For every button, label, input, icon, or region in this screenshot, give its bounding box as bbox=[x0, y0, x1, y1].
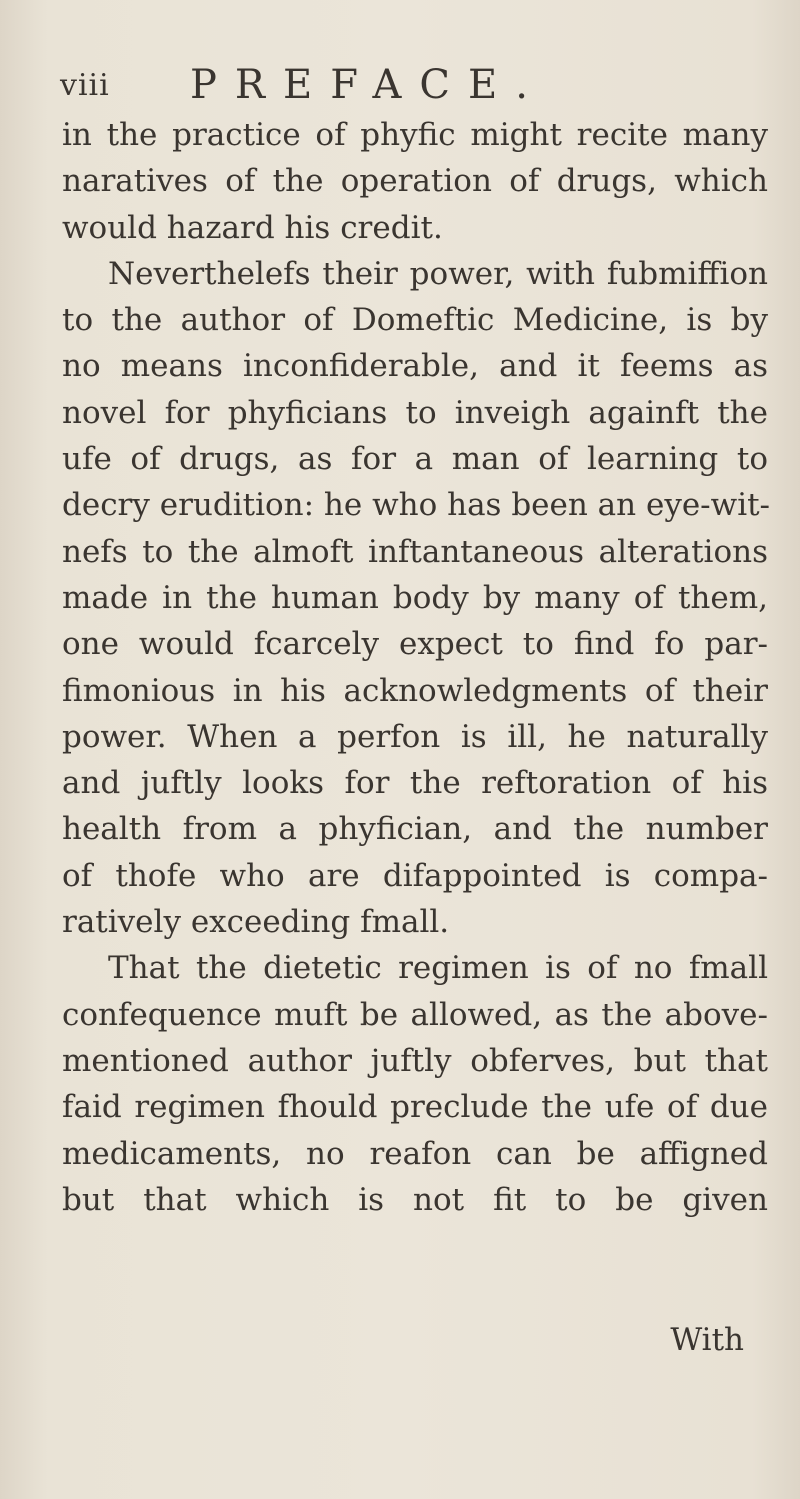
text-line: to the author of Domeftic Medicine, is by bbox=[62, 302, 768, 339]
catchword: With bbox=[670, 1322, 744, 1358]
text-line: novel for phyficians to inveigh againft the bbox=[62, 394, 768, 431]
text-line: ufe of drugs, as for a man of learning to bbox=[62, 441, 768, 478]
text-line: power. When a perfon is ill, he naturally bbox=[62, 718, 768, 755]
running-head: PREFACE. bbox=[190, 62, 546, 108]
text-line: in the practice of phyfic might recite many bbox=[62, 117, 768, 153]
body-text bbox=[62, 112, 771, 1223]
page-number: viii bbox=[60, 68, 110, 103]
text-line: made in the human body by many of them, bbox=[62, 579, 768, 616]
text-line: confequence muft be allowed, as the above- bbox=[62, 996, 768, 1033]
text-line: one would fcarcely expect to find fo par- bbox=[62, 626, 768, 663]
text-line: faid regimen fhould preclude the ufe of due bbox=[62, 1089, 768, 1126]
text-line: of thofe who are difappointed is compa- bbox=[62, 857, 768, 894]
text-line: fimonious in his acknowledgments of their bbox=[62, 672, 768, 709]
text-line: would hazard his credit. bbox=[62, 209, 443, 246]
text-line: mentioned author juftly obferves, but that bbox=[62, 1042, 768, 1079]
text-line: but that which is not fit to be given bbox=[62, 1181, 768, 1218]
text-line: ratively exceeding fmall. bbox=[62, 904, 450, 941]
page-header bbox=[60, 62, 760, 112]
text-line: health from a phyfician, and the number bbox=[62, 811, 768, 848]
text-line: no means inconfiderable, and it feems as bbox=[62, 348, 768, 385]
text-line: and juftly looks for the reftoration of his bbox=[62, 765, 768, 802]
text-line: medicaments, no reafon can be affigned bbox=[62, 1135, 768, 1172]
text-line: naratives of the operation of drugs, which bbox=[62, 163, 768, 200]
text-line: Neverthelefs their power, with fubmiffion bbox=[108, 255, 768, 292]
text-line: nefs to the almoft inftantaneous alterations bbox=[62, 533, 768, 570]
text-line: That the dietetic regimen is of no fmall bbox=[108, 950, 768, 987]
text-line: decry erudition: he who has been an eye-wit- bbox=[62, 487, 771, 524]
